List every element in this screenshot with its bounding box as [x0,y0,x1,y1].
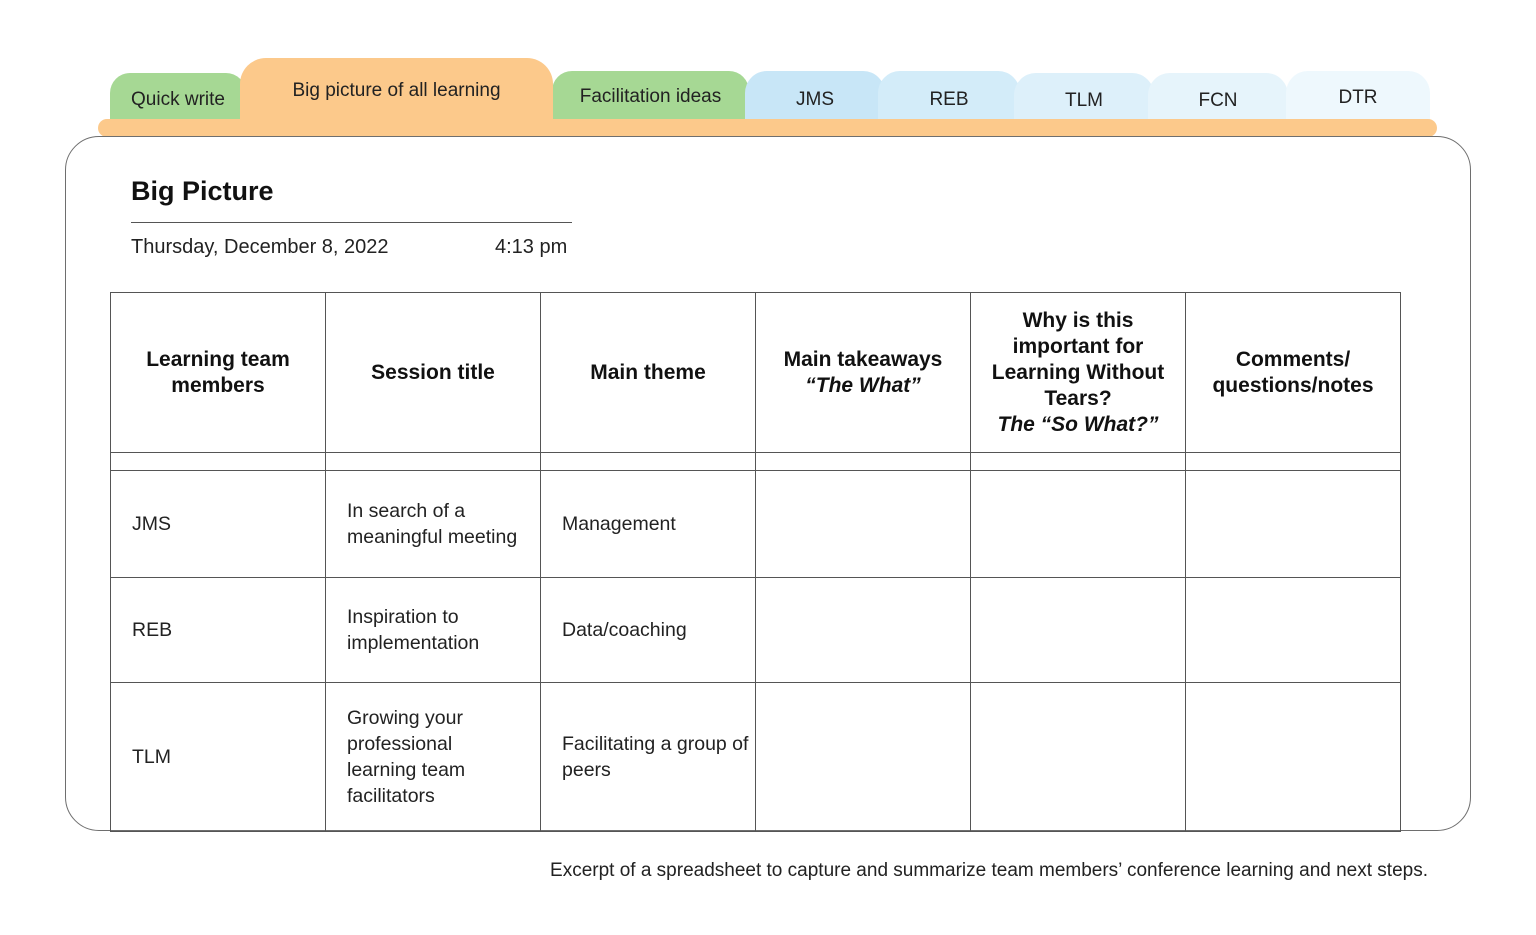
cell-member[interactable]: JMS [111,471,326,578]
cell-why[interactable] [971,471,1186,578]
header-why-important [971,293,1186,453]
table-cell[interactable] [756,453,971,471]
header-session-title [326,293,541,453]
tab-reb[interactable] [878,71,1020,123]
header-text: Why is this important for Learning Without Tears? [991,308,1165,410]
cell-session[interactable]: Growing your professional learning team facilitators [326,683,541,832]
tab-fcn[interactable] [1148,73,1288,123]
cell-member[interactable]: TLM [111,683,326,832]
header-text: Session title [371,360,495,384]
tab-label: Big picture of all learning [292,80,501,101]
header-main-takeaways [756,293,971,453]
cell-session[interactable]: In search of a meaningful meeting [326,471,541,578]
cell-theme[interactable]: Data/coaching [541,578,756,683]
tab-quick-write[interactable] [110,73,246,123]
tab-label: FCN [1198,90,1238,111]
time-text: 4:13 pm [495,236,568,258]
table-row [111,471,1401,578]
header-text: Comments/ questions/notes [1212,347,1374,397]
header-learning-team-members [111,293,326,453]
cell-theme[interactable]: Facilitating a group of peers [541,683,756,832]
cell-comments[interactable] [1186,683,1401,832]
table-cell[interactable] [971,453,1186,471]
tab-label: DTR [1338,86,1378,108]
tab-label: TLM [1065,90,1103,111]
header-main-theme [541,293,756,453]
header-subtext: “The What” [805,373,921,397]
tab-label: Facilitation ideas [579,86,722,107]
header-text: Main theme [590,360,706,384]
cell-why[interactable] [971,683,1186,832]
tab-tlm[interactable] [1014,73,1154,123]
cell-comments[interactable] [1186,578,1401,683]
tab-label: JMS [796,89,834,110]
cell-takeaways[interactable] [756,578,971,683]
header-text: Learning team members [146,347,290,397]
tab-facilitation-ideas[interactable] [552,71,749,123]
tab-big-picture[interactable] [240,58,553,126]
figure-caption: Excerpt of a spreadsheet to capture and summarize team members’ conference learning and next steps. [550,860,1428,881]
date-text: Thursday, December 8, 2022 [131,236,389,258]
cell-theme[interactable]: Management [541,471,756,578]
cell-comments[interactable] [1186,471,1401,578]
cell-takeaways[interactable] [756,471,971,578]
header-comments [1186,293,1401,453]
table-row [111,683,1401,832]
cell-session[interactable]: Inspiration to implementation [326,578,541,683]
table-cell[interactable] [111,453,326,471]
table-row [111,578,1401,683]
title-divider [131,222,572,223]
learning-table [110,292,1401,832]
table-cell[interactable] [326,453,541,471]
header-row [111,293,1401,453]
table-cell[interactable] [541,453,756,471]
header-subtext: The “So What?” [997,412,1159,436]
tab-jms[interactable] [745,71,885,123]
page-title: Big Picture [131,176,274,206]
cell-why[interactable] [971,578,1186,683]
header-text: Main takeaways [783,347,943,371]
tab-dtr[interactable] [1286,71,1430,123]
cell-takeaways[interactable] [756,683,971,832]
tab-label: Quick write [131,89,225,110]
tab-label: REB [929,89,969,110]
table-cell[interactable] [1186,453,1401,471]
cell-member[interactable]: REB [111,578,326,683]
spacer-row [111,453,1401,471]
